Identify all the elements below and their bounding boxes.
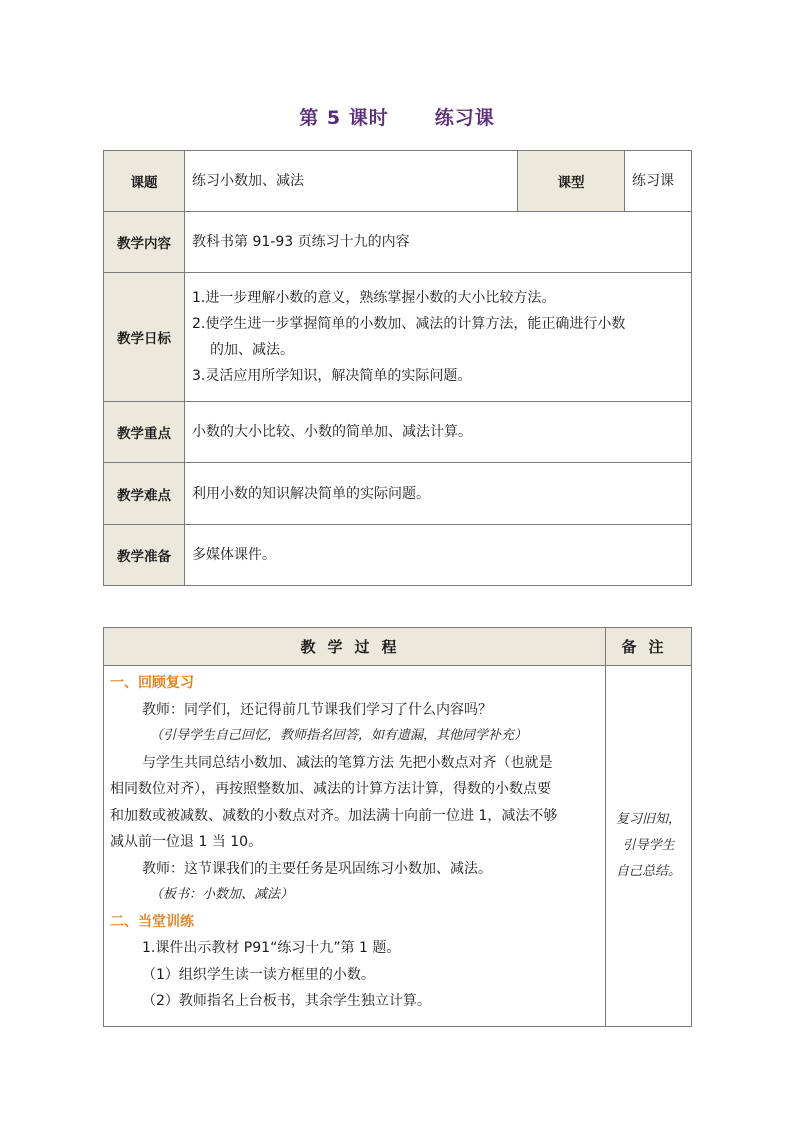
content-label: 教学内容 [104,212,185,273]
process-body [104,666,606,1027]
remark-line: 自己总结。 [615,864,681,879]
paragraph: （1）组织学生读一读方框里的小数。 [142,966,375,983]
paragraph: 与学生共同总结小数加、减法的笔算方法 先把小数点对齐（也就是 [142,754,553,771]
goal-item: 2.使学生进一步掌握简单的小数加、减法的计算方法，能正确进行小数 [192,316,626,332]
remark-line: 复习旧知， [615,812,681,827]
subject-label: 课题 [104,151,185,212]
goal-list [185,273,692,402]
table-row [104,151,692,212]
goal-item: 1.进一步理解小数的意义，熟练掌握小数的大小比较方法。 [192,290,556,306]
goal-item: 的加、减法。 [210,342,294,358]
table-row [104,273,692,402]
table-row [104,666,692,1027]
paragraph: 相同数位对齐），再按照整数加、减法的计算方法计算，得数的小数点要 [110,781,551,797]
paragraph: 教师：同学们，还记得前几节课我们学习了什么内容吗？ [142,701,492,718]
lesson-info-table [103,150,692,586]
prep-label: 教学准备 [104,525,185,586]
paragraph: 减从前一位退 1 当 10。 [110,834,263,850]
page-title [0,103,794,130]
paragraph: （2）教师指名上台板书，其余学生独立计算。 [142,993,431,1009]
process-header: 教学过程 [104,628,606,666]
table-row [104,402,692,463]
remark-line: 引导学生 [622,838,675,853]
kind-label: 课型 [518,151,625,212]
difficulty-label: 教学难点 [104,463,185,525]
goal-label: 教学日标 [104,273,185,402]
kind-value: 练习课 [625,151,692,212]
difficulty-value: 利用小数的知识解决简单的实际问题。 [185,463,692,525]
key-value: 小数的大小比较、小数的简单加、减法计算。 [185,402,692,463]
remark-header: 备注 [606,628,692,666]
remark-cell [606,666,692,1027]
paragraph-note: （引导学生自己回忆，教师指名回答，如有遗漏，其他同学补充） [150,728,528,743]
paragraph: 教师：这节课我们的主要任务是巩固练习小数加、减法。 [142,860,492,877]
lesson-type: 练习课 [434,107,495,129]
paragraph: 1.课件出示教材 P91“练习十九”第 1 题。 [142,940,401,956]
table-row [104,212,692,273]
goal-item: 3.灵活应用所学知识，解决简单的实际问题。 [192,368,472,384]
paragraph-note: （板书：小数加、减法） [150,887,294,902]
subject-value: 练习小数加、减法 [185,151,518,212]
key-label: 教学重点 [104,402,185,463]
prep-value: 多媒体课件。 [185,525,692,586]
section-review-title: 一、回顾复习 [110,675,194,691]
teaching-process-table [103,627,692,1027]
content-value: 教科书第 91-93 页练习十九的内容 [185,212,692,273]
table-row [104,463,692,525]
table-row [104,525,692,586]
table-row [104,628,692,666]
paragraph: 和加数或被减数、减数的小数点对齐。加法满十向前一位进 1，减法不够 [110,807,558,824]
section-training-title: 二、当堂训练 [110,913,194,930]
lesson-number: 第 5 课时 [299,107,389,129]
